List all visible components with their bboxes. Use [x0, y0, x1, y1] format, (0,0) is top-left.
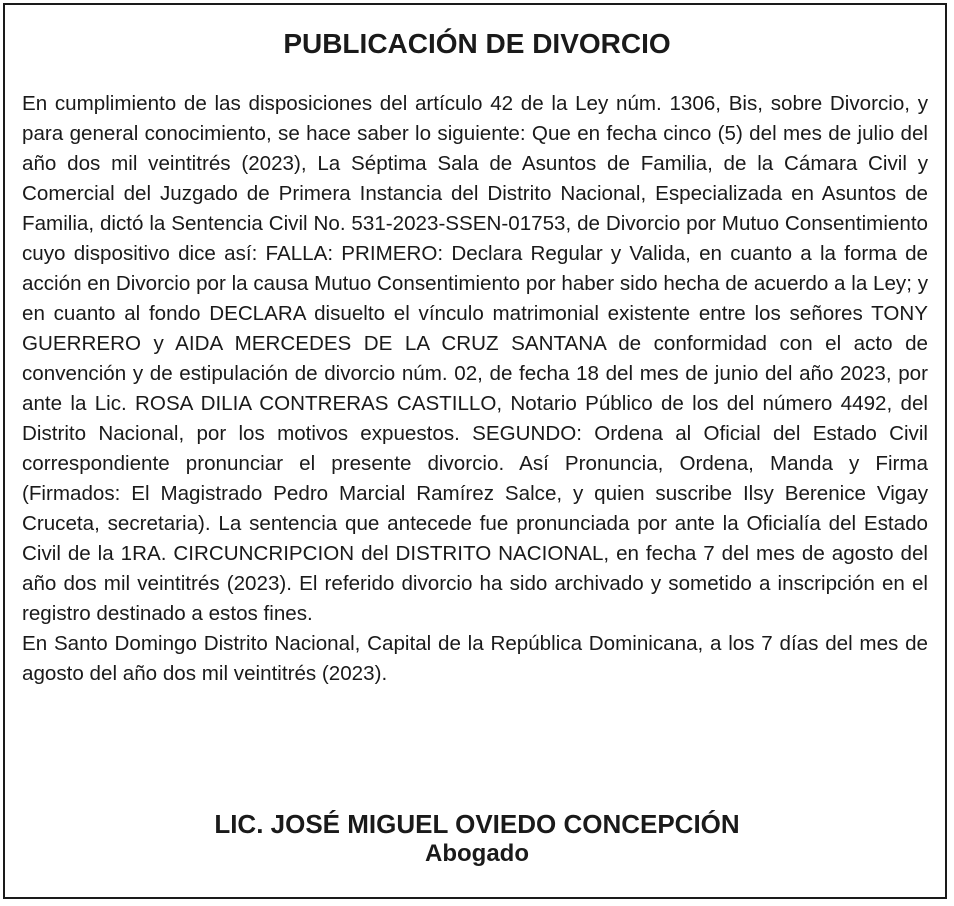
- signature-role: Abogado: [425, 840, 529, 867]
- notice-paragraph: En cumplimiento de las disposiciones del artículo 42 de la Ley núm. 1306, Bis, sobre Divorcio, y para general conocimiento, se hace saber lo siguiente: Que en fecha cinco (5) del mes de julio del año dos mil veintitrés (2023), La Séptima Sala de Asuntos de Familia, de la Cámara Civil y Comercial del Juzgado de Primera Instancia del Distrito Nacional, Especializada en Asuntos de Familia, dictó la Sentencia Civil No. 531-2023-SSEN-01753, de Divorcio por Mutuo Consentimiento cuyo dispositivo dice así: FALLA: PRIMERO: Declara Regular y Valida, en cuanto a la forma de acción en Divorcio por la causa Mutuo Consentimiento por haber sido hecha de acuerdo a la Ley; y en cuanto al fondo DECLARA disuelto el vínculo matrimonial existente entre los señores TONY GUERRERO y AIDA MERCEDES DE LA CRUZ SANTANA de conformidad con el acto de convención y de estipulación de divorcio núm. 02, de fecha 18 del mes de junio del año 2023, por ante la Lic. ROSA DILIA CONTRERAS CASTILLO, Notario Público de los del número 4492, del Distrito Nacional, por los motivos expuestos. SEGUNDO: Ordena al Oficial del Estado Civil correspondiente pronunciar el presente divorcio. Así Pronuncia, Ordena, Manda y Firma (Firmados: El Magistrado Pedro Marcial Ramírez Salce, y quien suscribe Ilsy Berenice Vigay Cruceta, secretaria). La sentencia que antecede fue pronunciada por ante la Oficialía del Estado Civil de la 1RA. CIRCUNCRIPCION del DISTRITO NACIONAL, en fecha 7 del mes de agosto del año dos mil veintitrés (2023). El referido divorcio ha sido archivado y sometido a inscripción en el registro destinado a estos fines.: [22, 92, 928, 625]
- signature-name: LIC. JOSÉ MIGUEL OVIEDO CONCEPCIÓN: [214, 809, 740, 839]
- notice-body: [22, 89, 928, 689]
- signature-block: [0, 808, 954, 868]
- notice-title: PUBLICACIÓN DE DIVORCIO: [283, 28, 671, 59]
- notice-closing: En Santo Domingo Distrito Nacional, Capital de la República Dominicana, a los 7 días del mes de agosto del año dos mil veintitrés (2023).: [22, 632, 928, 685]
